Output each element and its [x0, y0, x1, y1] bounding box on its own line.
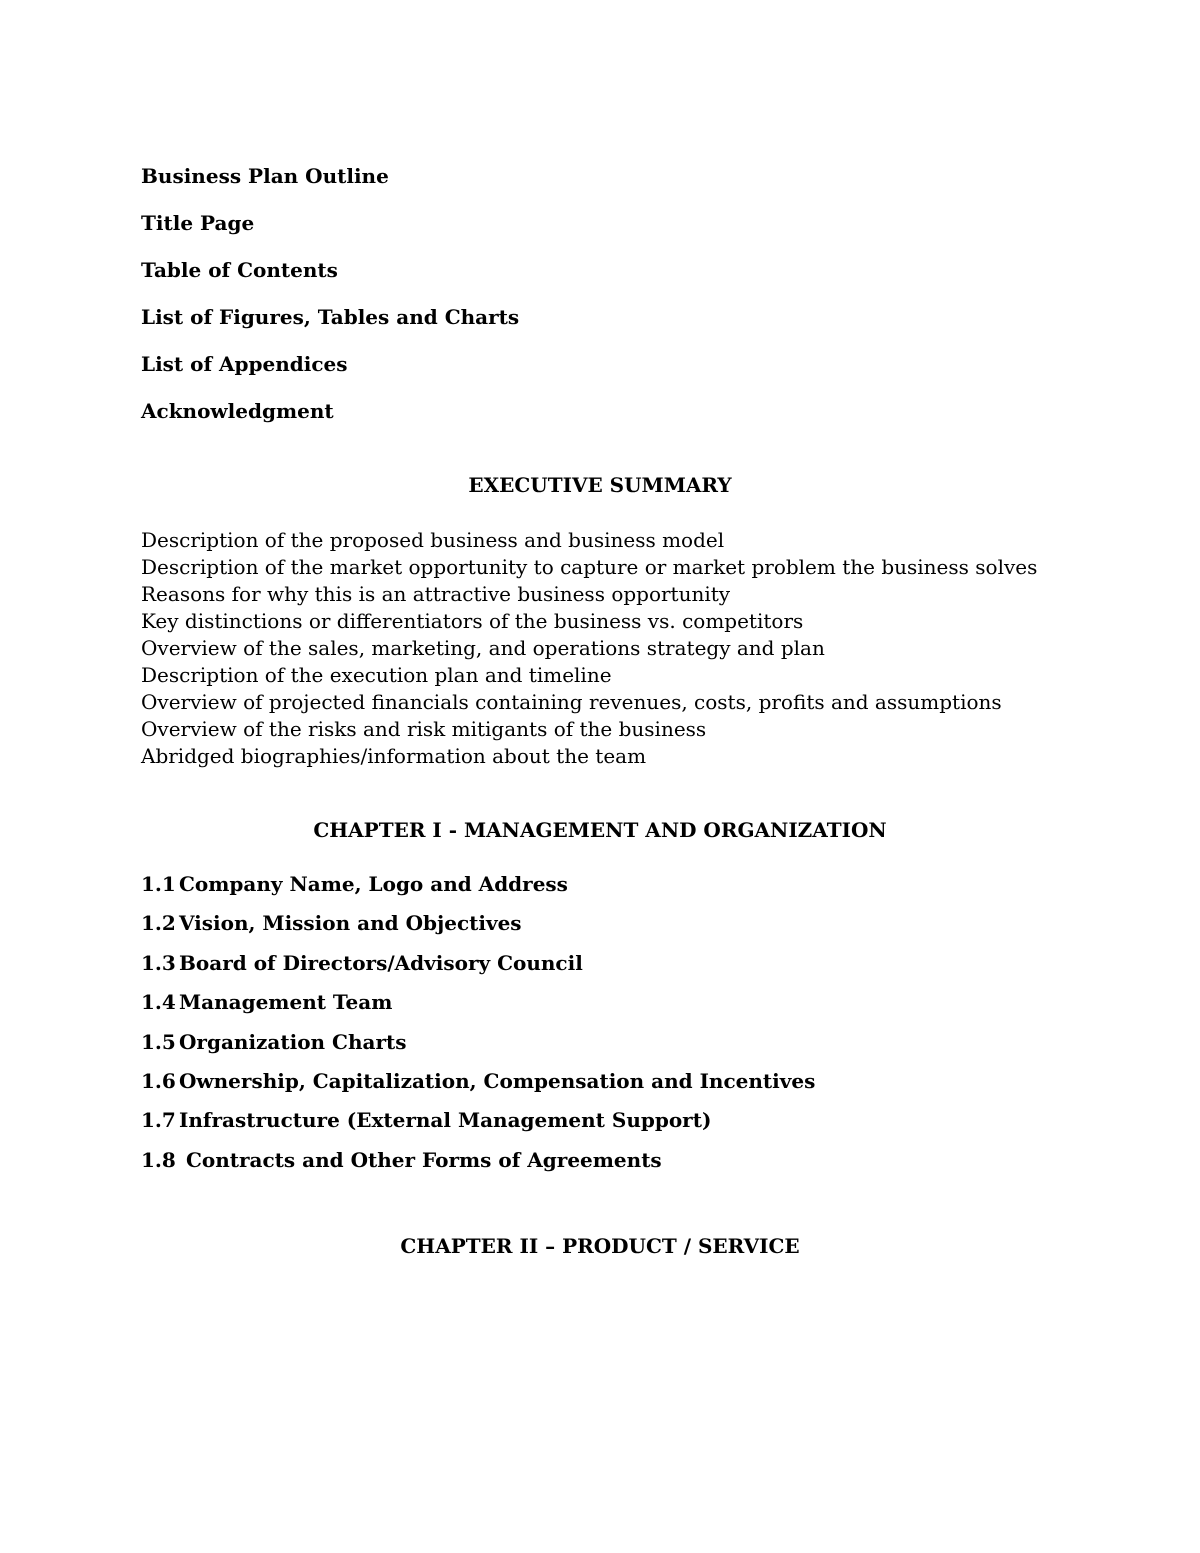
executive-summary-heading: EXECUTIVE SUMMARY [468, 473, 732, 497]
section-title: Contracts and Other Forms of Agreements [179, 1147, 662, 1172]
section-number: 1.3 [141, 950, 176, 975]
executive-summary-list [141, 527, 1037, 770]
section-title: Company Name, Logo and Address [179, 872, 568, 896]
front-matter-acknowledgment: Acknowledgment [141, 399, 334, 423]
list-item: Description of the proposed business and business model [141, 528, 725, 552]
list-item: Description of the execution plan and timeline [141, 663, 612, 687]
chapter-1-heading: CHAPTER I - MANAGEMENT AND ORGANIZATION [313, 818, 887, 842]
section-number: 1.4 [141, 990, 176, 1015]
front-matter-list-of-appendices: List of Appendices [141, 352, 348, 376]
section-item [141, 1067, 815, 1106]
chapter-1-sections [141, 870, 815, 1185]
section-item [141, 1146, 815, 1185]
section-item [141, 909, 815, 948]
section-item [141, 988, 815, 1027]
section-number: 1.6 [141, 1068, 176, 1093]
document-title: Business Plan Outline [141, 164, 389, 188]
front-matter-list-of-figures: List of Figures, Tables and Charts [141, 305, 520, 329]
front-matter-table-of-contents: Table of Contents [141, 258, 338, 282]
section-title: Management Team [179, 990, 393, 1015]
section-number: 1.8 [141, 1147, 176, 1172]
section-number: 1.7 [141, 1108, 176, 1133]
section-number: 1.2 [141, 911, 176, 936]
section-item [141, 1106, 815, 1145]
section-title: Infrastructure (External Management Support) [179, 1108, 712, 1133]
section-number: 1.1 [141, 872, 176, 896]
section-item [141, 1028, 815, 1067]
list-item: Key distinctions or differentiators of the business vs. competitors [141, 609, 804, 633]
section-item [141, 949, 815, 988]
section-title: Board of Directors/Advisory Council [179, 950, 583, 975]
list-item: Overview of projected financials containing revenues, costs, profits and assumptions [141, 690, 1002, 714]
section-title: Organization Charts [179, 1029, 407, 1054]
list-item: Description of the market opportunity to capture or market problem the business solves [141, 555, 1038, 579]
list-item: Abridged biographies/information about the team [141, 744, 647, 768]
list-item: Reasons for why this is an attractive business opportunity [141, 582, 731, 606]
chapter-2-heading: CHAPTER II – PRODUCT / SERVICE [400, 1234, 800, 1258]
section-number: 1.5 [141, 1029, 176, 1054]
section-title: Vision, Mission and Objectives [179, 911, 522, 936]
list-item: Overview of the risks and risk mitigants of the business [141, 717, 707, 741]
section-item [141, 870, 815, 909]
section-title: Ownership, Capitalization, Compensation and Incentives [179, 1068, 816, 1093]
front-matter-title-page: Title Page [141, 211, 255, 235]
list-item: Overview of the sales, marketing, and operations strategy and plan [141, 636, 825, 660]
